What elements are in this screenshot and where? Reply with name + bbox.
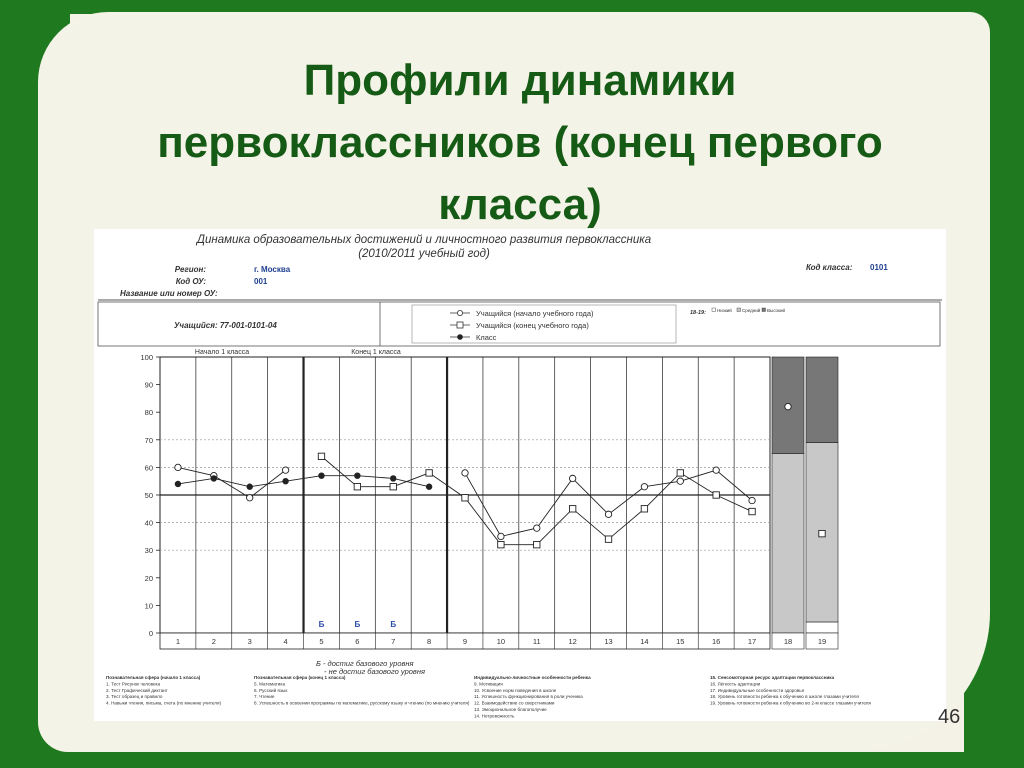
plot-area <box>140 353 838 649</box>
point-end-6 <box>354 484 360 490</box>
point-start-4 <box>282 467 288 473</box>
footnote-line: Познавательная сфера (конец 1 класса) <box>254 675 346 680</box>
point-class-3 <box>247 484 253 490</box>
b-legend-line1: Б - достиг базового уровня <box>316 659 414 668</box>
x-tick-label: 13 <box>604 637 613 646</box>
point-end-16 <box>713 492 719 498</box>
report-document <box>94 229 946 721</box>
slide-title <box>80 50 960 236</box>
point-start-14 <box>641 484 647 490</box>
footnote-line: 9. Мотивация <box>474 681 503 687</box>
y-tick-label: 10 <box>144 601 153 611</box>
footnote-line: 11. Успешность функционирования в роли ученика <box>474 694 583 700</box>
x-tick-label: 11 <box>532 637 541 646</box>
bar-marker-19 <box>819 530 825 536</box>
section-label-start: Начало 1 класса <box>194 349 250 356</box>
x-tick-label-bar: 18 <box>783 637 793 646</box>
legend-item-class: Класс <box>476 333 497 342</box>
x-tick-label: 2 <box>211 637 216 646</box>
y-tick-label: 60 <box>144 463 153 473</box>
point-class-2 <box>211 475 217 481</box>
footnote-line: 4. Навыки чтения, письма, счета (по мнению учителя) <box>106 700 221 706</box>
point-start-13 <box>605 511 611 517</box>
point-end-14 <box>641 506 647 512</box>
point-start-1 <box>175 464 181 470</box>
point-start-12 <box>569 475 575 481</box>
point-class-5 <box>318 472 324 478</box>
point-end-10 <box>498 541 504 547</box>
x-tick-label: 8 <box>427 637 432 646</box>
point-class-1 <box>175 481 181 487</box>
y-tick-label: 90 <box>144 380 153 390</box>
region-label: Регион: <box>174 265 206 274</box>
level-legend-prefix: 18-19: <box>690 310 706 316</box>
point-start-17 <box>749 497 755 503</box>
legend-marker-filled-circle <box>457 334 463 340</box>
x-tick-label: 17 <box>747 637 757 646</box>
point-end-8 <box>426 470 432 476</box>
student-label: Учащийся: 77-001-0101-04 <box>174 321 277 330</box>
dynamics-chart <box>94 229 946 721</box>
point-end-17 <box>749 508 755 514</box>
title-line-2: первоклассников (конец первого <box>157 118 883 167</box>
y-tick-label: 0 <box>148 629 153 638</box>
y-tick-label: 20 <box>144 573 153 583</box>
b-legend-line2: - не достиг базового уровня <box>324 667 425 676</box>
point-start-16 <box>713 467 719 473</box>
point-end-7 <box>390 484 396 490</box>
footnote-line: 13. Эмоциональное благополучие <box>474 707 547 712</box>
point-start-11 <box>534 525 540 531</box>
title-line-3: класса) <box>438 180 602 229</box>
footnote-line: 18. Уровень готовности ребенка к обучению в школе глазами учителя <box>710 694 859 700</box>
footnote-line: 6. Русский язык <box>254 687 288 693</box>
x-tick-label: 6 <box>355 637 360 646</box>
y-tick-label: 50 <box>144 491 153 500</box>
bar-marker-18 <box>785 403 791 409</box>
point-start-3 <box>247 495 253 501</box>
b-mark: Б <box>318 620 325 629</box>
legend-marker-open-square <box>457 322 463 328</box>
footnote-line: 5. Математика <box>254 681 285 687</box>
level-legend-high: Высокий <box>767 308 786 313</box>
point-end-9 <box>462 495 468 501</box>
point-end-13 <box>605 536 611 542</box>
y-tick-label: 40 <box>144 518 153 528</box>
level-swatch-high <box>762 308 766 312</box>
footnote-line: 1. Тест Рисунок человека <box>106 681 161 687</box>
footnote-line: 2. Тест Графический диктант <box>106 687 168 693</box>
point-end-11 <box>534 541 540 547</box>
doc-header-line2: (2010/2011 учебный год) <box>358 248 490 260</box>
level-legend-mid: Средний <box>742 308 761 313</box>
x-tick-label: 14 <box>640 637 649 646</box>
point-start-15 <box>677 478 683 484</box>
point-class-4 <box>282 478 288 484</box>
point-class-6 <box>354 472 360 478</box>
point-class-7 <box>390 475 396 481</box>
school-name-label: Название или номер ОУ: <box>120 289 218 298</box>
x-tick-label: 10 <box>496 637 506 646</box>
class-code-value: 0101 <box>870 263 888 272</box>
point-end-5 <box>318 453 324 459</box>
point-start-10 <box>498 533 504 539</box>
footnote-line: 19. Уровень готовности ребенка к обучению во 2-м классе глазами учителя <box>710 700 871 706</box>
footnote-line: Познавательная сфера (начало 1 класса) <box>106 675 201 680</box>
point-start-9 <box>462 470 468 476</box>
y-tick-label: 30 <box>144 546 153 556</box>
footnote-line: 10. Усвоение норм поведения в школе <box>474 687 557 693</box>
b-mark: Б <box>390 620 397 629</box>
x-tick-label: 12 <box>568 637 577 646</box>
bar-segment-high <box>806 357 838 443</box>
point-class-8 <box>426 484 432 490</box>
x-tick-label: 5 <box>319 637 324 646</box>
level-legend-low: Низкий <box>717 308 732 313</box>
x-tick-label: 7 <box>391 637 396 646</box>
x-tick-label: 15 <box>676 637 685 646</box>
x-tick-label: 16 <box>712 637 721 646</box>
footnote-line: 3. Тест образец и правило <box>106 694 163 700</box>
footnote-line: 14. Нетревожность <box>474 713 515 719</box>
slide-number: 46 <box>938 706 961 728</box>
title-line-1: Профили динамики <box>303 56 737 105</box>
bar-segment-low <box>806 622 838 633</box>
green-frame-bottom <box>0 752 1024 768</box>
y-tick-label: 70 <box>144 435 153 445</box>
x-tick-label: 4 <box>283 637 288 646</box>
footnote-line: 7. Чтение <box>254 694 275 700</box>
class-code-label: Код класса: <box>806 263 853 272</box>
school-code-value: 001 <box>254 277 268 286</box>
level-swatch-mid <box>737 308 741 312</box>
b-mark: Б <box>354 620 361 629</box>
region-value: г. Москва <box>254 265 291 274</box>
footnote-line: 12. Взаимодействие со сверстниками <box>474 700 555 706</box>
y-tick-label: 80 <box>144 408 153 418</box>
x-tick-label: 3 <box>247 637 252 646</box>
footnote-line: Индивидуально-личностные особенности ребенка <box>474 675 591 680</box>
legend-item-end: Учащийся (конец учебного года) <box>476 321 589 330</box>
school-code-label: Код ОУ: <box>175 277 206 286</box>
section-label-end: Конец 1 класса <box>351 349 401 356</box>
x-tick-label: 9 <box>462 637 468 646</box>
x-tick-label: 1 <box>175 637 181 646</box>
footnotes <box>106 674 871 718</box>
legend-marker-open-circle <box>457 310 462 315</box>
footnote-line: 15. Сенсомоторная ресурс адаптации первоклассника <box>710 675 835 680</box>
point-end-15 <box>677 470 683 476</box>
footnote-line: 17. Индивидуальные особенности здоровья <box>710 687 805 693</box>
bar-segment-low <box>772 454 804 633</box>
level-swatch-low <box>712 308 716 312</box>
footnote-line: 8. Успешность в освоении программы по математике, русскому языку и чтению (по мнению учителя) <box>254 700 470 706</box>
footnote-line: 16. Лёгкость адаптации <box>710 681 761 687</box>
y-tick-label: 100 <box>140 353 153 362</box>
doc-header-line1: Динамика образовательных достижений и личностного развития первоклассника <box>196 234 652 246</box>
x-tick-label-bar: 19 <box>817 637 827 646</box>
point-end-12 <box>569 506 575 512</box>
legend-item-start: Учащийся (начало учебного года) <box>476 309 594 318</box>
